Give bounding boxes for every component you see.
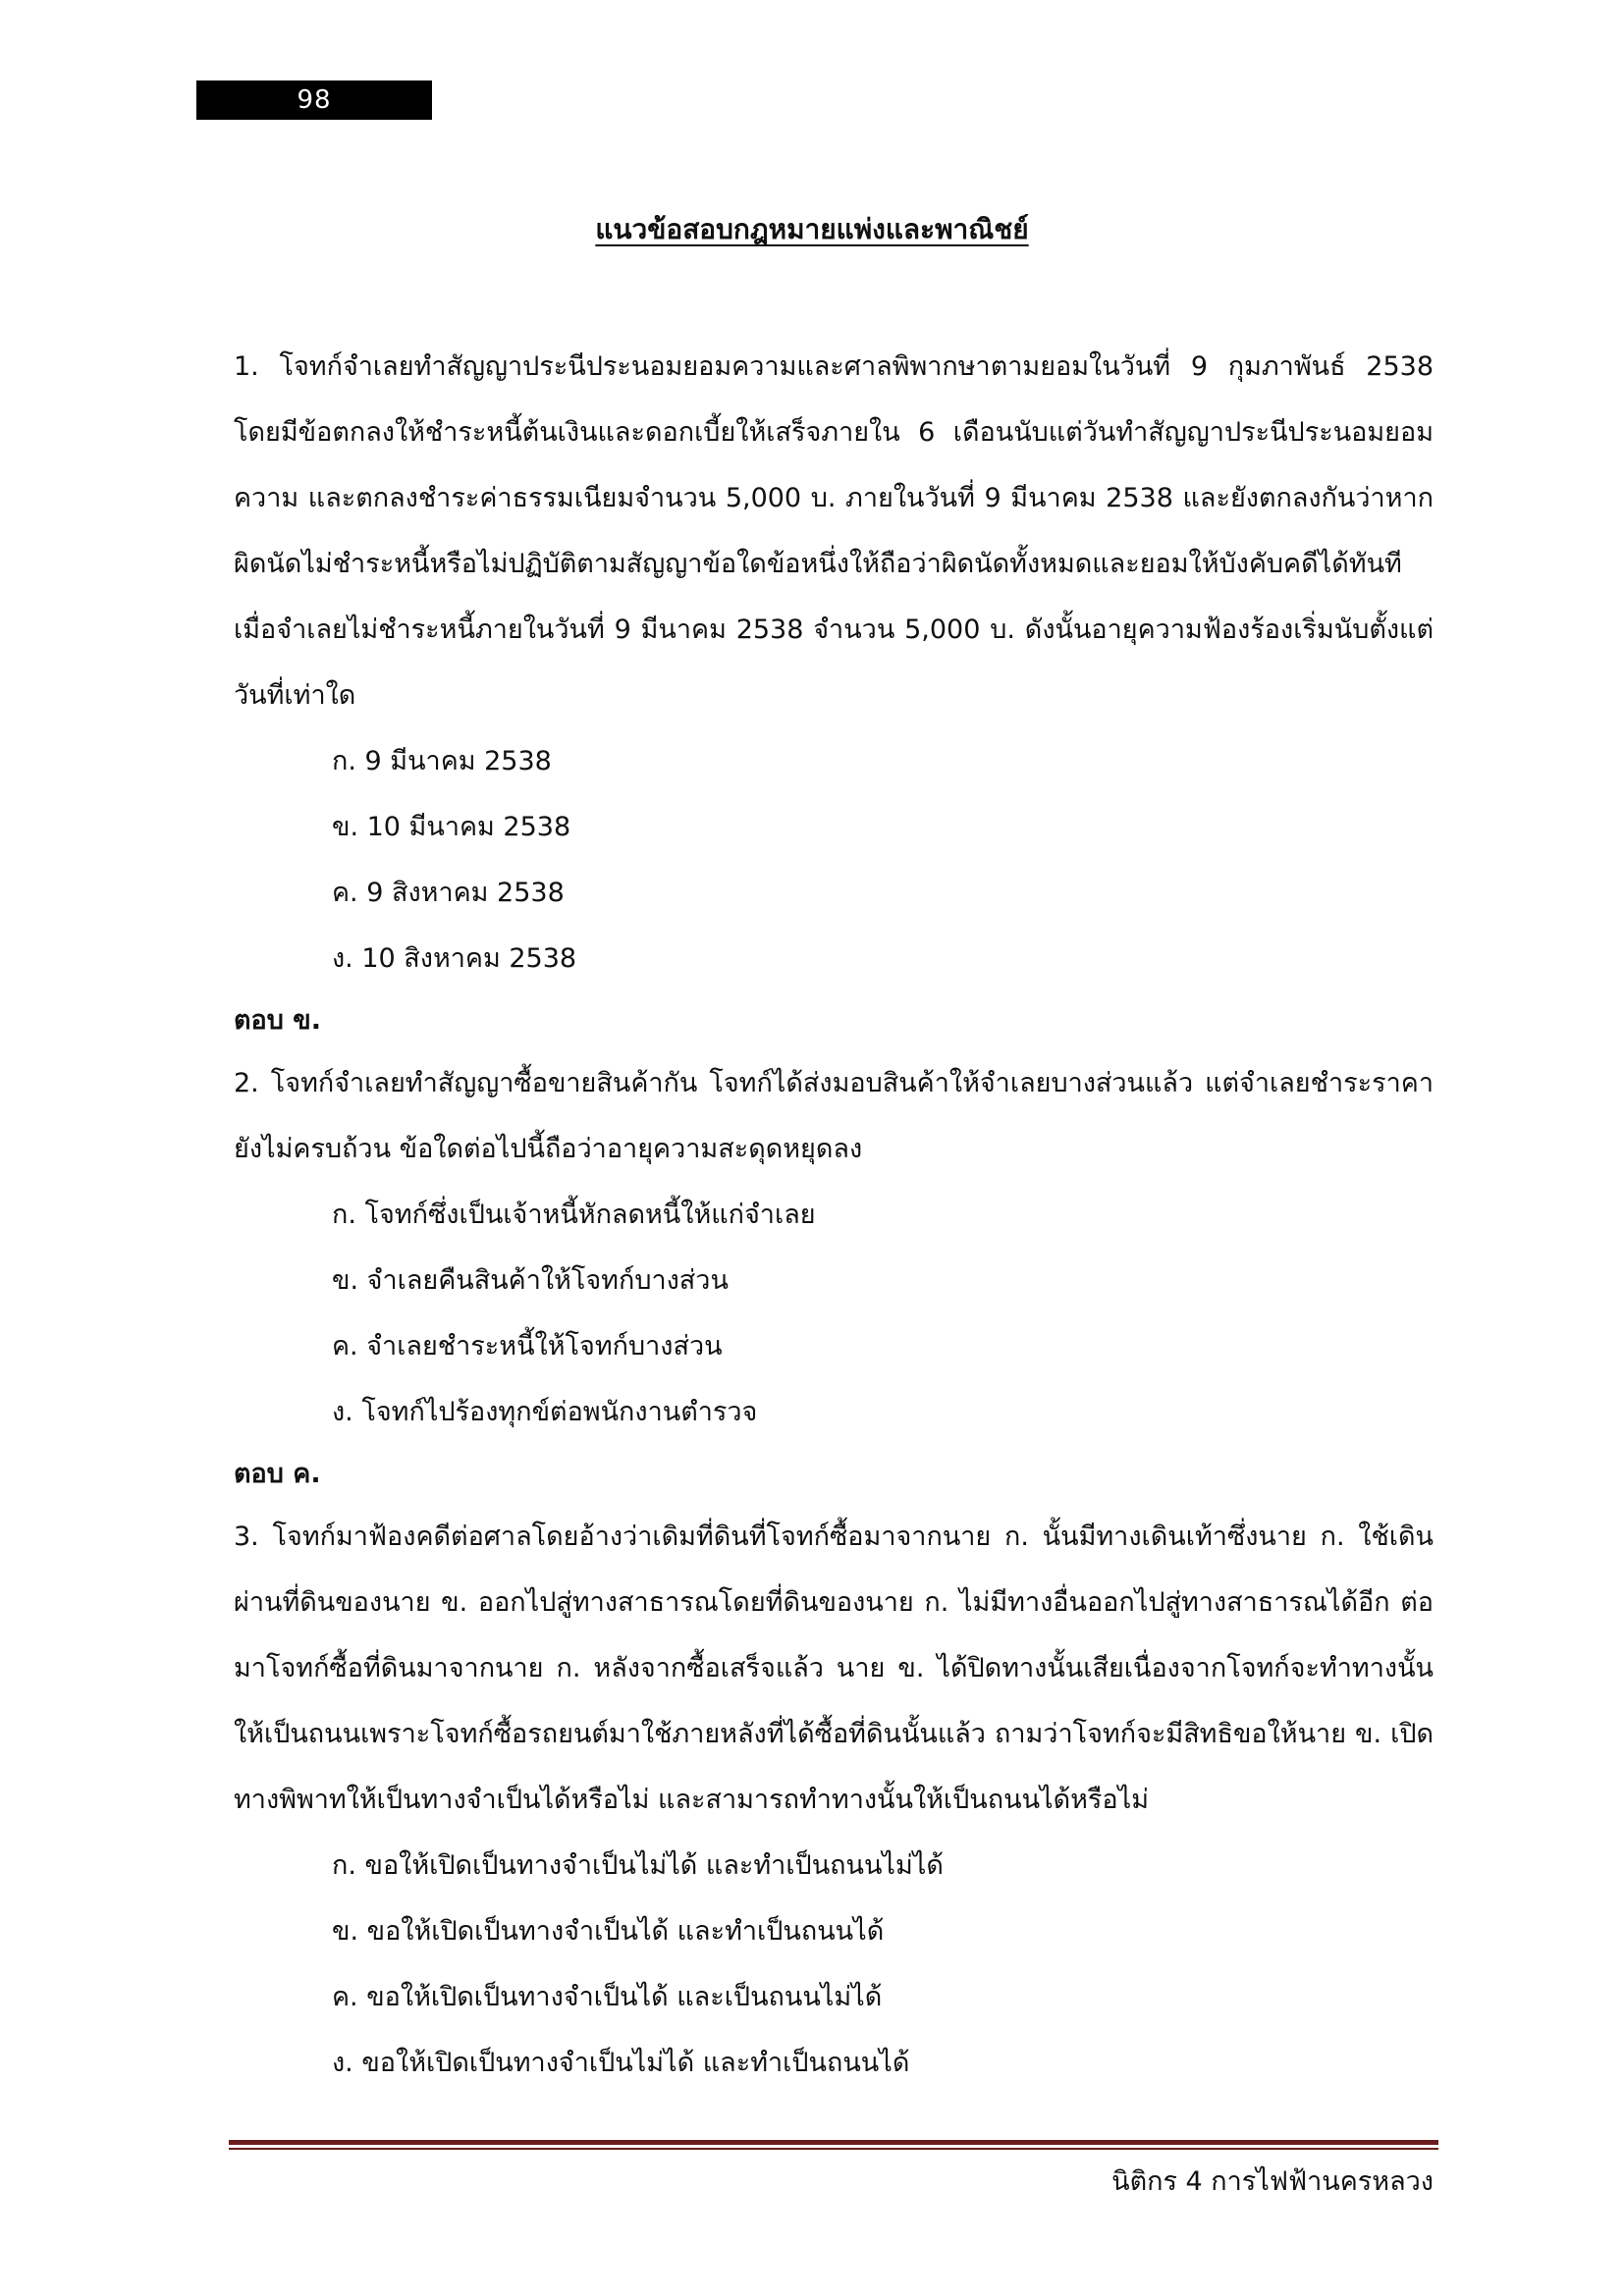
page-number-bar: [196, 80, 432, 120]
footer-divider-thick: [229, 2140, 1438, 2145]
question-3-option-b: ข. ขอให้เปิดเป็นทางจำเป็นได้ และทำเป็นถนนได้: [332, 1916, 885, 1947]
question-1-answer: ตอบ ข.: [234, 1005, 322, 1036]
question-3-option-c: ค. ขอให้เปิดเป็นทางจำเป็นได้ และเป็นถนนไม่ได้: [332, 1982, 883, 2012]
question-1-option-b: ข. 10 มีนาคม 2538: [332, 812, 571, 842]
question-1-option-a: ก. 9 มีนาคม 2538: [332, 746, 552, 776]
question-3: [234, 1504, 1434, 2096]
question-2: [234, 1050, 1434, 1504]
question-2-text: 2. โจทก์จำเลยทำสัญญาซื้อขายสินค้ากัน โจทก์ได้ส่งมอบสินค้าให้จำเลยบางส่วนแล้ว แต่จำเลยชำระราคายังไม่ครบถ้วน ข้อใดต่อไปนี้ถือว่าอายุความสะดุดหยุดลง: [234, 1068, 1434, 1164]
question-1: [234, 334, 1434, 1050]
question-1-option-c: ค. 9 สิงหาคม 2538: [332, 878, 565, 908]
question-3-text: 3. โจทก์มาฟ้องคดีต่อศาลโดยอ้างว่าเดิมที่ดินที่โจทก์ซื้อมาจากนาย ก. นั้นมีทางเดินเท้าซึ่งนาย ก. ใช้เดินผ่านที่ดินของนาย ข. ออกไปสู่ทางสาธารณโดยที่ดินของนาย ก. ไม่มีทางอื่นออกไปสู่ทางสาธารณได้อีก ต่อมาโจทก์ซื้อที่ดินมาจากนาย ก. หลังจากซื้อเสร็จแล้ว นาย ข. ได้ปิดทางนั้นเสียเนื่องจากโจทก์จะทำทางนั้นให้เป็นถนนเพราะโจทก์ซื้อรถยนต์มาใช้ภายหลังที่ได้ซื้อที่ดินนั้นแล้ว ถามว่าโจทก์จะมีสิทธิขอให้นาย ข. เปิดทางพิพาทให้เป็นทางจำเป็นได้หรือไม่ และสามารถทำทางนั้นให้เป็นถนนได้หรือไม่: [234, 1522, 1434, 1815]
question-2-option-d: ง. โจทก์ไปร้องทุกข์ต่อพนักงานตำรวจ: [332, 1397, 758, 1427]
page-title: แนวข้อสอบกฎหมายแพ่งและพาณิชย์: [595, 213, 1029, 245]
question-3-option-d: ง. ขอให้เปิดเป็นทางจำเป็นไม่ได้ และทำเป็นถนนได้: [332, 2048, 910, 2078]
footer-text: นิติกร 4 การไฟฟ้านครหลวง: [1111, 2166, 1434, 2197]
question-2-option-b: ข. จำเลยคืนสินค้าให้โจทก์บางส่วน: [332, 1265, 729, 1296]
question-2-option-c: ค. จำเลยชำระหนี้ให้โจทก์บางส่วน: [332, 1331, 723, 1362]
page-number: 98: [297, 85, 332, 115]
question-1-option-d: ง. 10 สิงหาคม 2538: [332, 943, 577, 974]
question-3-option-a: ก. ขอให้เปิดเป็นทางจำเป็นไม่ได้ และทำเป็นถนนไม่ได้: [332, 1850, 944, 1881]
question-2-option-a: ก. โจทก์ซึ่งเป็นเจ้าหนี้หักลดหนี้ให้แก่จำเลย: [332, 1200, 816, 1230]
footer-divider-thin: [229, 2148, 1438, 2150]
question-2-answer: ตอบ ค.: [234, 1459, 321, 1489]
question-1-text: 1. โจทก์จำเลยทำสัญญาประนีประนอมยอมความและศาลพิพากษาตามยอมในวันที่ 9 กุมภาพันธ์ 2538 โดยมีข้อตกลงให้ชำระหนี้ต้นเงินและดอกเบี้ยให้เสร็จภายใน 6 เดือนนับแต่วันทำสัญญาประนีประนอมยอมความ และตกลงชำระค่าธรรมเนียมจำนวน 5,000 บ. ภายในวันที่ 9 มีนาคม 2538 และยังตกลงกันว่าหากผิดนัดไม่ชำระหนี้หรือไม่ปฏิบัติตามสัญญาข้อใดข้อหนึ่งให้ถือว่าผิดนัดทั้งหมดและยอมให้บังคับคดีได้ทันทีเมื่อจำเลยไม่ชำระหนี้ภายในวันที่ 9 มีนาคม 2538 จำนวน 5,000 บ. ดังนั้นอายุความฟ้องร้องเริ่มนับตั้งแต่วันที่เท่าใด: [234, 351, 1434, 711]
question-list: [234, 334, 1434, 2096]
